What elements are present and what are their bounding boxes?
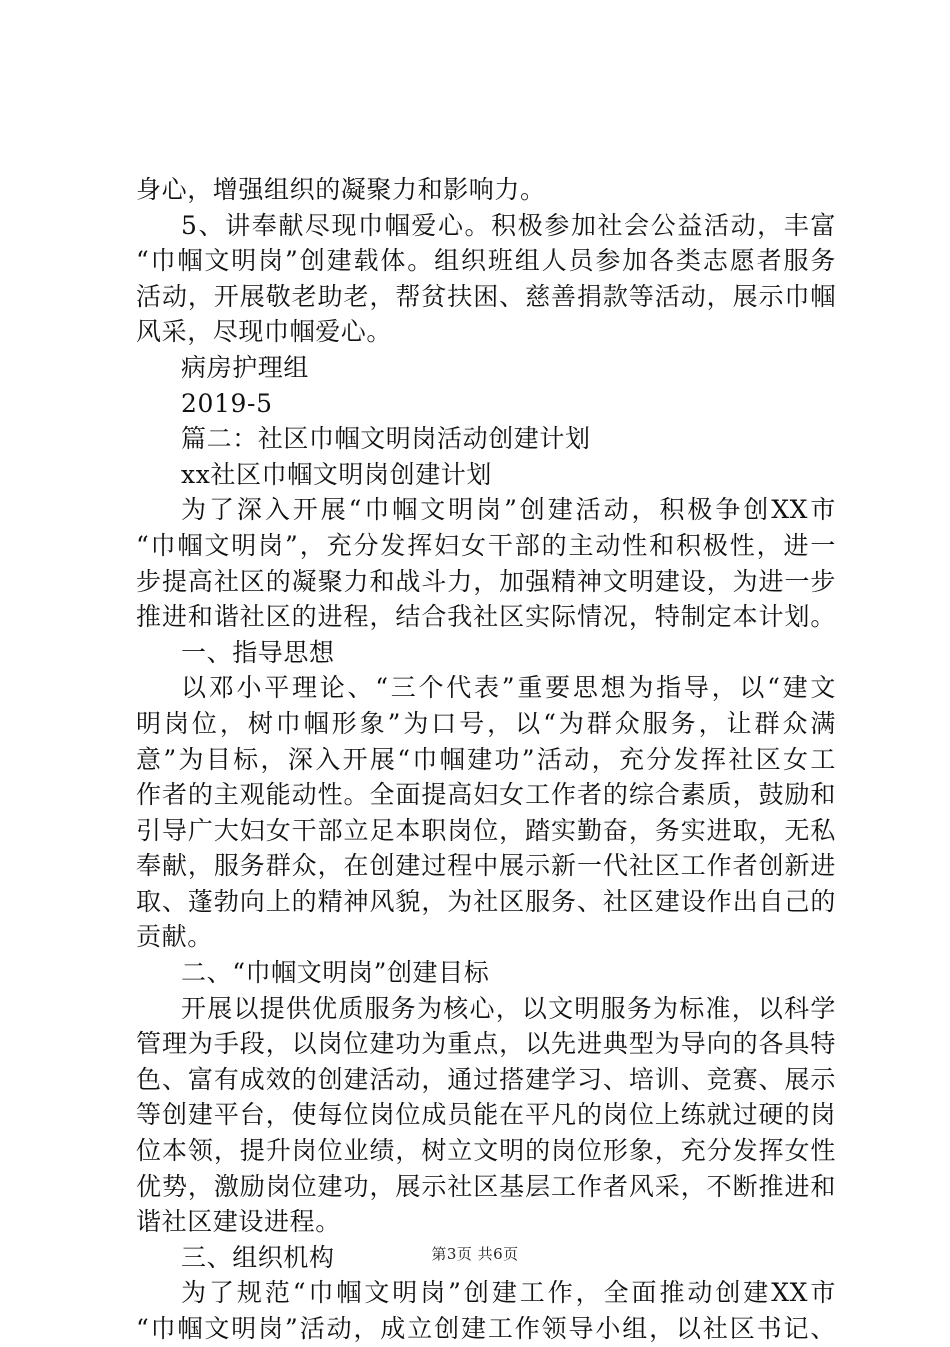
text-line: 作者的主观能动性。全面提高妇女工作者的综合素质，鼓励和 bbox=[136, 780, 836, 810]
text-line: 一、指导思想 bbox=[181, 637, 335, 667]
text-line: 奉献，服务群众，在创建过程中展示新一代社区工作者创新进 bbox=[136, 851, 836, 881]
text-line: 管理为手段，以岗位建功为重点，以先进典型为导向的各具特 bbox=[136, 1029, 836, 1059]
text-line: 风采，尽现巾帼爱心。 bbox=[136, 317, 393, 347]
text-line: 开展以提供优质服务为核心，以文明服务为标准，以科学 bbox=[181, 993, 836, 1023]
text-line: 5、讲奉献尽现巾帼爱心。积极参加社会公益活动，丰富 bbox=[181, 210, 836, 240]
text-line: 推进和谐社区的进程，结合我社区实际情况，特制定本计划。 bbox=[136, 602, 836, 632]
text-line: 谐社区建设进程。 bbox=[136, 1207, 341, 1237]
text-line: 色、富有成效的创建活动，通过搭建学习、培训、竞赛、展示 bbox=[136, 1064, 836, 1094]
text-line: 病房护理组 bbox=[181, 352, 310, 382]
text-line: 引导广大妇女干部立足本职岗位，踏实勤奋，务实进取，无私 bbox=[136, 815, 836, 845]
text-line: 为了规范“巾帼文明岗”创建工作，全面推动创建XX市 bbox=[181, 1278, 836, 1308]
text-line: 三、组织机构 bbox=[181, 1242, 335, 1272]
document-body bbox=[136, 172, 836, 1347]
text-line: 等创建平台，使每位岗位成员能在平凡的岗位上练就过硬的岗 bbox=[136, 1100, 836, 1130]
text-line: 2019-5 bbox=[181, 388, 273, 418]
text-line: 取、蓬勃向上的精神风貌，为社区服务、社区建设作出自己的 bbox=[136, 886, 836, 916]
text-line: 身心，增强组织的凝聚力和影响力。 bbox=[136, 175, 546, 204]
text-line: 优势，激励岗位建功，展示社区基层工作者风采，不断推进和 bbox=[136, 1171, 836, 1201]
text-line: “巾帼文明岗”创建载体。组织班组人员参加各类志愿者服务 bbox=[136, 246, 836, 276]
text-line: 明岗位，树巾帼形象”为口号，以“为群众服务，让群众满 bbox=[136, 708, 836, 738]
text-line: xx社区巾帼文明岗创建计划 bbox=[181, 459, 492, 489]
text-line: 位本领，提升岗位业绩，树立文明的岗位形象，充分发挥女性 bbox=[136, 1136, 836, 1166]
text-line: 步提高社区的凝聚力和战斗力，加强精神文明建设，为进一步 bbox=[136, 566, 836, 596]
text-line: “巾帼文明岗”，充分发挥妇女干部的主动性和积极性，进一 bbox=[136, 530, 836, 560]
text-line: 贡献。 bbox=[136, 922, 213, 952]
text-line: 二、“巾帼文明岗”创建目标 bbox=[181, 958, 490, 988]
text-line: 篇二：社区巾帼文明岗活动创建计划 bbox=[181, 424, 591, 454]
page-footer: 第3页 共6页 bbox=[431, 1245, 519, 1263]
text-line: 意”为目标，深入开展“巾帼建功”活动，充分发挥社区女工 bbox=[136, 744, 836, 774]
text-line: 以邓小平理论、“三个代表”重要思想为指导，以“建文 bbox=[181, 673, 836, 703]
text-line: 为了深入开展“巾帼文明岗”创建活动，积极争创XX市 bbox=[181, 495, 836, 525]
text-line: “巾帼文明岗”活动，成立创建工作领导小组，以社区书记、 bbox=[136, 1314, 836, 1343]
text-line: 活动，开展敬老助老，帮贫扶困、慈善捐款等活动，展示巾帼 bbox=[136, 281, 836, 311]
